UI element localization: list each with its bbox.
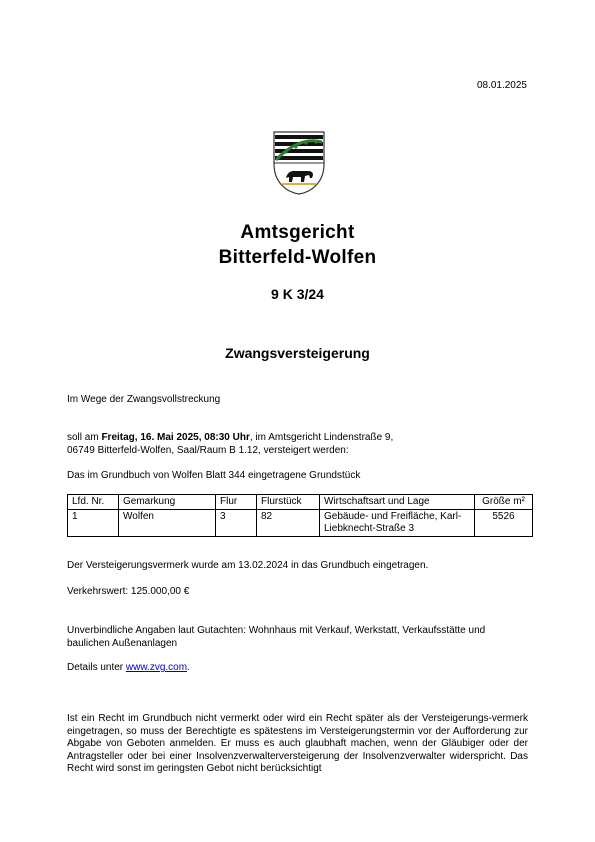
appraisal-info: Unverbindliche Angaben laut Gutachten: Wohnhaus mit Verkauf, Werkstatt, Verkaufsstätte und baulichen Außenanlagen [67, 625, 486, 649]
table-cell: 82 [257, 510, 320, 537]
legal-notice: Ist ein Recht im Grundbuch nicht vermerkt oder wird ein Recht später als der Versteigerungs-vermerk eingetragen, so muss der Berechtigte es spätestens im Versteigerungstermin vor der Aufforderung zur Abgabe von Geboten anmelden. Er muss es auch glaubhaft machen, wenn der Gläubiger oder der Antragsteller oder bei einer Insolvenzverwalterversteigerung der Insolvenzverwalter widerspricht. Das Recht wird sonst im geringsten Gebot nicht berücksichtigt [67, 713, 528, 774]
col-header: Lfd. Nr. [68, 495, 119, 510]
col-header: Gemarkung [119, 495, 216, 510]
col-header: Flurstück [257, 495, 320, 510]
notice-heading: Zwangsversteigerung [225, 345, 370, 361]
court-name: Amtsgericht [240, 222, 355, 243]
col-header: Wirtschaftsart und Lage [320, 495, 475, 510]
table-cell: 1 [68, 510, 119, 537]
details-line [67, 662, 527, 675]
table-cell: Wolfen [119, 510, 216, 537]
col-header: Flur [216, 495, 257, 510]
zvg-link[interactable]: www.zvg.com [125, 662, 188, 673]
auction-date-text [67, 432, 527, 457]
col-header: Größe m² [475, 495, 533, 510]
auction-location: , im Amtsgericht Lindenstraße 9, [249, 432, 394, 443]
coat-of-arms-icon [272, 130, 326, 196]
details-prefix: Details unter [67, 662, 126, 673]
auction-prefix: soll am [67, 432, 102, 443]
table-header-row [68, 495, 533, 510]
auction-room: 06749 Bitterfeld-Wolfen, Saal/Raum B 1.12, versteigert werden: [67, 444, 349, 456]
document-date: 08.01.2025 [476, 80, 527, 91]
auction-datetime: Freitag, 16. Mai 2025, 08:30 Uhr [101, 432, 250, 443]
table-cell: 5526 [475, 510, 533, 537]
intro-text: Im Wege der Zwangsvollstreckung [67, 394, 221, 405]
details-suffix: . [187, 662, 190, 673]
land-register-intro: Das im Grundbuch von Wolfen Blatt 344 eingetragene Grundstück [67, 470, 361, 481]
table-cell: Gebäude- und Freifläche, Karl-Liebknecht-Straße 3 [320, 510, 475, 537]
table-cell: 3 [216, 510, 257, 537]
registration-note: Der Versteigerungsvermerk wurde am 13.02.2024 in das Grundbuch eingetragen. [67, 560, 429, 571]
case-number: 9 K 3/24 [271, 286, 324, 302]
table-row [68, 510, 533, 537]
court-location: Bitterfeld-Wolfen [218, 247, 377, 268]
market-value: Verkehrswert: 125.000,00 € [67, 586, 190, 597]
property-table [67, 494, 533, 537]
